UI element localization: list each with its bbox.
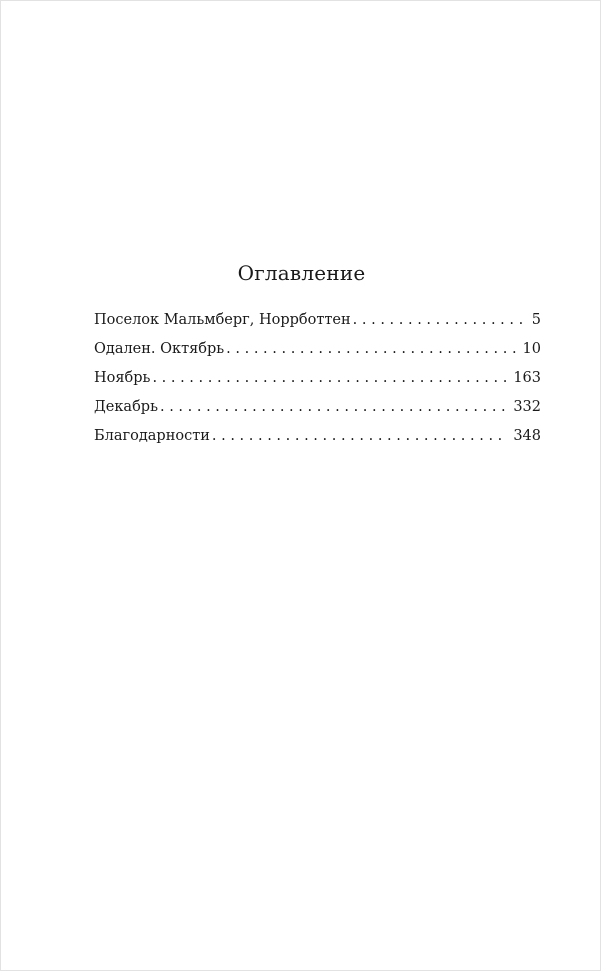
toc-entry-page: 163 (513, 370, 541, 386)
toc-entry-page: 348 (513, 428, 541, 444)
dot-leader (353, 307, 526, 333)
toc-entry-title: Одален. Октябрь (94, 341, 225, 357)
toc-entry-title: Поселок Мальмберг, Норрботтен (94, 312, 351, 328)
toc-entry-title: Декабрь (94, 399, 158, 415)
toc-entry[interactable] (94, 394, 541, 423)
dot-leader (160, 394, 507, 420)
dot-leader (226, 336, 516, 362)
toc-entry[interactable] (94, 365, 541, 394)
toc-heading: Оглавление (237, 261, 366, 285)
toc-entry-page: 5 (531, 312, 541, 328)
dot-leader (212, 423, 507, 449)
dot-leader (152, 365, 507, 391)
toc-entry-page: 332 (513, 399, 541, 415)
toc-entry[interactable] (94, 307, 541, 336)
toc-entry-page: 10 (522, 341, 541, 357)
toc-entry[interactable] (94, 336, 541, 365)
toc-entry-title: Ноябрь (94, 370, 151, 386)
toc-entry[interactable] (94, 423, 541, 452)
table-of-contents (94, 307, 541, 452)
toc-entry-title: Благодарности (94, 428, 210, 444)
